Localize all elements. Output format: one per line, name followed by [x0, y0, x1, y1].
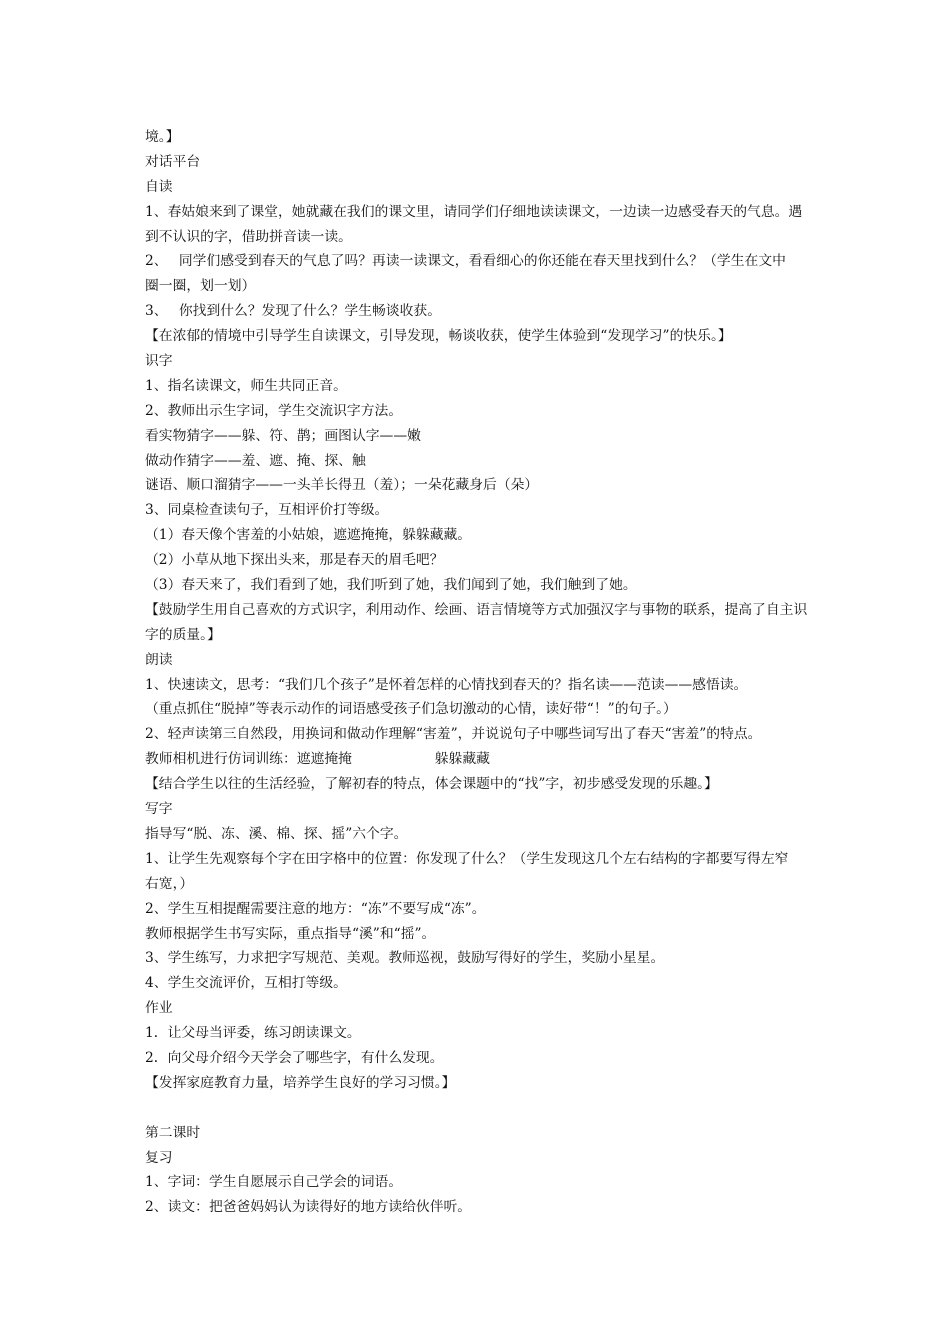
text-line: 1、快速读文，思考：“我们几个孩子”是怀着怎样的心情找到春天的？指名读——范读——感悟读。 — [145, 676, 748, 693]
text-line: 1、指名读课文，师生共同正音。 — [145, 377, 347, 394]
text-line: 4、学生交流评价，互相打等级。 — [145, 975, 347, 992]
text-line: （重点抓住“脱掉”等表示动作的词语感受孩子们急切激动的心情，读好带“！”的句子。） — [145, 701, 677, 718]
text-line: 右宽，） — [145, 875, 194, 892]
text-line: 【鼓励学生用自己喜欢的方式识字，利用动作、绘画、语言情境等方式加强汉字与事物的联系，提高了自主识 — [145, 601, 808, 618]
text-line: （2）小草从地下探出头来，那是春天的眉毛吧？ — [145, 552, 444, 569]
text-line: 作业 — [145, 1000, 173, 1017]
text-line: 2、轻声读第三自然段，用换词和做动作理解“害羞”，并说说句子中哪些词写出了春天“害羞”的特点。 — [145, 726, 762, 743]
text-line: 【在浓郁的情境中引导学生自读课文，引导发现，畅谈收获，使学生体验到“发现学习”的快乐。】 — [145, 328, 732, 345]
text-line: 圈一圈，划一划） — [145, 278, 256, 295]
text-line: 复习 — [145, 1149, 173, 1166]
text-line: 谜语、顺口溜猜字——一头羊长得丑（羞）；一朵花藏身后（朵） — [145, 477, 539, 494]
text-line: 【结合学生以往的生活经验，了解初春的特点，体会课题中的“找”字，初步感受发现的乐趣。】 — [145, 776, 718, 793]
text-line: （3）春天来了，我们看到了她，我们听到了她，我们闻到了她，我们触到了她。 — [145, 577, 637, 594]
text-line: 字的质量。】 — [145, 626, 221, 643]
text-line: 识字 — [145, 353, 173, 370]
text-line: 【发挥家庭教育力量，培养学生良好的学习习惯。】 — [145, 1074, 456, 1091]
text-line: 3、同桌检查读句子，互相评价打等级。 — [145, 502, 389, 519]
document-page — [145, 125, 815, 1220]
text-line: 教师相机进行仿词训练：遮遮掩掩 躲躲藏藏 — [145, 751, 490, 768]
text-line: 2、教师出示生字词，学生交流识字方法。 — [145, 402, 403, 419]
text-line: 2．向父母介绍今天学会了哪些字，有什么发现。 — [145, 1049, 444, 1066]
text-line: 写字 — [145, 801, 173, 818]
text-line: 教师根据学生书写实际，重点指导“溪”和“摇”。 — [145, 925, 436, 942]
text-line: 对话平台 — [145, 153, 201, 170]
text-line: 1、字词：学生自愿展示自己学会的词语。 — [145, 1174, 403, 1191]
text-line: 3、 你找到什么？发现了什么？学生畅谈收获。 — [145, 303, 441, 320]
text-line: 自读 — [145, 178, 173, 195]
text-line: 指导写“脱、冻、溪、棉、探、摇”六个字。 — [145, 825, 408, 842]
text-line: 1．让父母当评委，练习朗读课文。 — [145, 1025, 361, 1042]
text-line: 2、 同学们感受到春天的气息了吗？再读一读课文，看看细心的你还能在春天里找到什么？（学生在文中 — [145, 253, 786, 270]
text-line: 1、春姑娘来到了课堂，她就藏在我们的课文里，请同学们仔细地读读课文，一边读一边感受春天的气息。遇 — [145, 203, 803, 220]
text-line: 到不认识的字，借助拼音读一读。 — [145, 228, 352, 245]
blank-line — [145, 1096, 815, 1121]
text-line: 2、读文：把爸爸妈妈认为读得好的地方读给伙伴听。 — [145, 1199, 472, 1216]
text-line: 1、让学生先观察每个字在田字格中的位置：你发现了什么？（学生发现这几个左右结构的字都要写得左窄 — [145, 850, 789, 867]
text-line: 看实物猜字——躲、符、鹊；画图认字——嫩 — [145, 427, 421, 444]
text-line: 做动作猜字——羞、遮、掩、探、触 — [145, 452, 366, 469]
text-line: 境。】 — [145, 129, 180, 145]
text-line: 朗读 — [145, 651, 173, 668]
text-line: 3、学生练写，力求把字写规范、美观。教师巡视，鼓励写得好的学生，奖励小星星。 — [145, 950, 665, 967]
text-line: 第二课时 — [145, 1124, 201, 1141]
text-line: 2、学生互相提醒需要注意的地方：“冻”不要写成“冻”。 — [145, 900, 486, 917]
text-line: （1）春天像个害羞的小姑娘，遮遮掩掩，躲躲藏藏。 — [145, 527, 472, 544]
